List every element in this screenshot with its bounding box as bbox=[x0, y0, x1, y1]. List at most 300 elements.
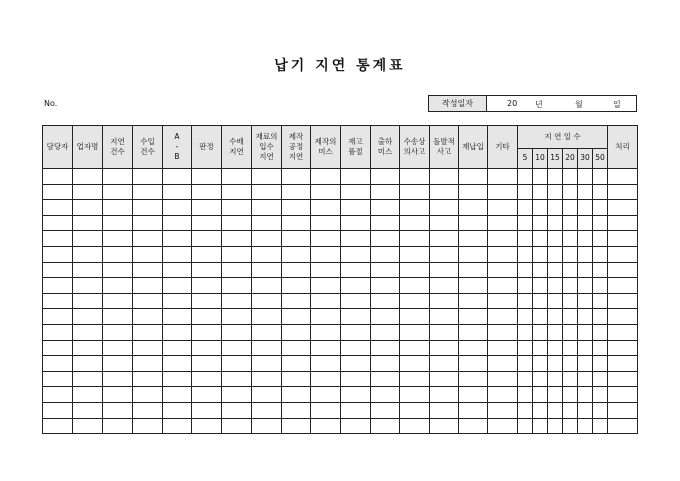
table-cell[interactable] bbox=[548, 356, 563, 372]
table-cell[interactable] bbox=[341, 246, 371, 262]
table-cell[interactable] bbox=[548, 293, 563, 309]
table-cell[interactable] bbox=[548, 231, 563, 247]
table-cell[interactable] bbox=[518, 324, 533, 340]
table-cell[interactable] bbox=[459, 231, 488, 247]
table-cell[interactable] bbox=[341, 418, 371, 434]
table-cell[interactable] bbox=[371, 169, 400, 185]
table-cell[interactable] bbox=[43, 340, 73, 356]
table-cell[interactable] bbox=[133, 387, 163, 403]
table-cell[interactable] bbox=[311, 246, 341, 262]
table-cell[interactable] bbox=[608, 309, 638, 325]
table-cell[interactable] bbox=[43, 200, 73, 216]
table-cell[interactable] bbox=[73, 231, 103, 247]
table-cell[interactable] bbox=[133, 184, 163, 200]
table-cell[interactable] bbox=[252, 402, 282, 418]
table-cell[interactable] bbox=[371, 293, 400, 309]
table-cell[interactable] bbox=[563, 356, 578, 372]
table-cell[interactable] bbox=[371, 231, 400, 247]
table-cell[interactable] bbox=[73, 309, 103, 325]
table-cell[interactable] bbox=[133, 356, 163, 372]
table-cell[interactable] bbox=[133, 309, 163, 325]
table-cell[interactable] bbox=[593, 340, 608, 356]
table-cell[interactable] bbox=[133, 418, 163, 434]
table-cell[interactable] bbox=[563, 371, 578, 387]
table-cell[interactable] bbox=[593, 200, 608, 216]
table-cell[interactable] bbox=[192, 262, 222, 278]
table-cell[interactable] bbox=[341, 402, 371, 418]
table-cell[interactable] bbox=[222, 184, 252, 200]
table-cell[interactable] bbox=[222, 340, 252, 356]
table-cell[interactable] bbox=[533, 200, 548, 216]
table-cell[interactable] bbox=[252, 356, 282, 372]
table-cell[interactable] bbox=[459, 309, 488, 325]
table-cell[interactable] bbox=[533, 356, 548, 372]
table-cell[interactable] bbox=[488, 356, 518, 372]
table-cell[interactable] bbox=[459, 262, 488, 278]
table-cell[interactable] bbox=[430, 309, 459, 325]
table-cell[interactable] bbox=[578, 231, 593, 247]
table-cell[interactable] bbox=[133, 231, 163, 247]
table-cell[interactable] bbox=[430, 262, 459, 278]
table-cell[interactable] bbox=[578, 387, 593, 403]
table-cell[interactable] bbox=[400, 402, 430, 418]
table-cell[interactable] bbox=[430, 402, 459, 418]
table-cell[interactable] bbox=[222, 293, 252, 309]
table-cell[interactable] bbox=[518, 356, 533, 372]
table-cell[interactable] bbox=[133, 262, 163, 278]
table-cell[interactable] bbox=[400, 309, 430, 325]
table-cell[interactable] bbox=[73, 371, 103, 387]
table-cell[interactable] bbox=[222, 169, 252, 185]
table-cell[interactable] bbox=[371, 278, 400, 294]
table-cell[interactable] bbox=[103, 278, 133, 294]
table-cell[interactable] bbox=[341, 215, 371, 231]
table-cell[interactable] bbox=[133, 169, 163, 185]
table-cell[interactable] bbox=[533, 340, 548, 356]
table-cell[interactable] bbox=[73, 278, 103, 294]
table-cell[interactable] bbox=[133, 215, 163, 231]
table-cell[interactable] bbox=[341, 356, 371, 372]
table-cell[interactable] bbox=[430, 356, 459, 372]
table-cell[interactable] bbox=[578, 200, 593, 216]
table-cell[interactable] bbox=[163, 340, 192, 356]
table-cell[interactable] bbox=[252, 231, 282, 247]
table-cell[interactable] bbox=[103, 418, 133, 434]
table-cell[interactable] bbox=[563, 215, 578, 231]
table-cell[interactable] bbox=[103, 324, 133, 340]
table-cell[interactable] bbox=[341, 278, 371, 294]
table-cell[interactable] bbox=[43, 387, 73, 403]
table-cell[interactable] bbox=[548, 262, 563, 278]
table-cell[interactable] bbox=[192, 215, 222, 231]
table-cell[interactable] bbox=[371, 324, 400, 340]
table-cell[interactable] bbox=[192, 324, 222, 340]
table-cell[interactable] bbox=[533, 278, 548, 294]
table-cell[interactable] bbox=[73, 246, 103, 262]
table-cell[interactable] bbox=[163, 309, 192, 325]
table-cell[interactable] bbox=[548, 309, 563, 325]
table-cell[interactable] bbox=[222, 309, 252, 325]
table-cell[interactable] bbox=[608, 387, 638, 403]
table-cell[interactable] bbox=[311, 340, 341, 356]
table-cell[interactable] bbox=[518, 246, 533, 262]
table-cell[interactable] bbox=[400, 231, 430, 247]
table-cell[interactable] bbox=[548, 418, 563, 434]
table-cell[interactable] bbox=[593, 231, 608, 247]
table-cell[interactable] bbox=[578, 356, 593, 372]
table-cell[interactable] bbox=[533, 215, 548, 231]
table-cell[interactable] bbox=[533, 371, 548, 387]
table-cell[interactable] bbox=[252, 371, 282, 387]
table-cell[interactable] bbox=[518, 184, 533, 200]
table-cell[interactable] bbox=[608, 184, 638, 200]
table-cell[interactable] bbox=[133, 340, 163, 356]
table-cell[interactable] bbox=[73, 215, 103, 231]
table-cell[interactable] bbox=[400, 262, 430, 278]
table-cell[interactable] bbox=[252, 309, 282, 325]
table-cell[interactable] bbox=[192, 340, 222, 356]
table-cell[interactable] bbox=[593, 418, 608, 434]
table-cell[interactable] bbox=[222, 246, 252, 262]
table-cell[interactable] bbox=[43, 231, 73, 247]
table-cell[interactable] bbox=[563, 278, 578, 294]
table-cell[interactable] bbox=[563, 340, 578, 356]
table-cell[interactable] bbox=[282, 169, 311, 185]
table-cell[interactable] bbox=[103, 371, 133, 387]
table-cell[interactable] bbox=[133, 371, 163, 387]
table-cell[interactable] bbox=[563, 200, 578, 216]
table-cell[interactable] bbox=[488, 215, 518, 231]
table-cell[interactable] bbox=[563, 418, 578, 434]
table-cell[interactable] bbox=[252, 262, 282, 278]
table-cell[interactable] bbox=[563, 402, 578, 418]
table-cell[interactable] bbox=[533, 246, 548, 262]
table-cell[interactable] bbox=[341, 324, 371, 340]
table-cell[interactable] bbox=[103, 215, 133, 231]
table-cell[interactable] bbox=[593, 278, 608, 294]
table-cell[interactable] bbox=[548, 402, 563, 418]
table-cell[interactable] bbox=[533, 402, 548, 418]
table-cell[interactable] bbox=[163, 200, 192, 216]
table-cell[interactable] bbox=[371, 356, 400, 372]
table-cell[interactable] bbox=[163, 324, 192, 340]
table-cell[interactable] bbox=[252, 278, 282, 294]
table-cell[interactable] bbox=[282, 340, 311, 356]
table-cell[interactable] bbox=[103, 387, 133, 403]
table-cell[interactable] bbox=[222, 278, 252, 294]
table-cell[interactable] bbox=[252, 200, 282, 216]
table-cell[interactable] bbox=[548, 278, 563, 294]
table-cell[interactable] bbox=[548, 340, 563, 356]
table-cell[interactable] bbox=[563, 387, 578, 403]
table-cell[interactable] bbox=[593, 356, 608, 372]
table-cell[interactable] bbox=[518, 200, 533, 216]
table-cell[interactable] bbox=[103, 402, 133, 418]
table-cell[interactable] bbox=[103, 293, 133, 309]
table-cell[interactable] bbox=[341, 231, 371, 247]
table-cell[interactable] bbox=[371, 262, 400, 278]
table-cell[interactable] bbox=[593, 246, 608, 262]
table-cell[interactable] bbox=[73, 324, 103, 340]
table-cell[interactable] bbox=[548, 324, 563, 340]
table-cell[interactable] bbox=[608, 169, 638, 185]
table-cell[interactable] bbox=[371, 184, 400, 200]
table-cell[interactable] bbox=[311, 324, 341, 340]
table-cell[interactable] bbox=[459, 418, 488, 434]
table-cell[interactable] bbox=[371, 200, 400, 216]
table-cell[interactable] bbox=[459, 215, 488, 231]
table-cell[interactable] bbox=[192, 387, 222, 403]
table-cell[interactable] bbox=[133, 402, 163, 418]
table-cell[interactable] bbox=[192, 402, 222, 418]
table-cell[interactable] bbox=[400, 246, 430, 262]
table-cell[interactable] bbox=[371, 340, 400, 356]
table-cell[interactable] bbox=[430, 215, 459, 231]
table-cell[interactable] bbox=[192, 246, 222, 262]
table-cell[interactable] bbox=[222, 371, 252, 387]
table-cell[interactable] bbox=[252, 324, 282, 340]
table-cell[interactable] bbox=[311, 293, 341, 309]
table-cell[interactable] bbox=[518, 309, 533, 325]
table-cell[interactable] bbox=[222, 418, 252, 434]
table-cell[interactable] bbox=[282, 215, 311, 231]
table-cell[interactable] bbox=[593, 262, 608, 278]
table-cell[interactable] bbox=[103, 262, 133, 278]
table-cell[interactable] bbox=[459, 324, 488, 340]
table-cell[interactable] bbox=[252, 340, 282, 356]
table-cell[interactable] bbox=[459, 278, 488, 294]
table-cell[interactable] bbox=[608, 278, 638, 294]
table-cell[interactable] bbox=[608, 215, 638, 231]
table-cell[interactable] bbox=[593, 309, 608, 325]
table-cell[interactable] bbox=[400, 340, 430, 356]
table-cell[interactable] bbox=[459, 340, 488, 356]
table-cell[interactable] bbox=[341, 340, 371, 356]
table-cell[interactable] bbox=[192, 278, 222, 294]
table-cell[interactable] bbox=[252, 184, 282, 200]
table-cell[interactable] bbox=[533, 262, 548, 278]
table-cell[interactable] bbox=[430, 231, 459, 247]
table-cell[interactable] bbox=[192, 293, 222, 309]
table-cell[interactable] bbox=[311, 402, 341, 418]
table-cell[interactable] bbox=[282, 262, 311, 278]
table-cell[interactable] bbox=[133, 293, 163, 309]
table-cell[interactable] bbox=[400, 184, 430, 200]
table-cell[interactable] bbox=[282, 231, 311, 247]
table-cell[interactable] bbox=[43, 278, 73, 294]
table-cell[interactable] bbox=[163, 402, 192, 418]
table-cell[interactable] bbox=[563, 309, 578, 325]
table-cell[interactable] bbox=[252, 246, 282, 262]
table-cell[interactable] bbox=[518, 231, 533, 247]
table-cell[interactable] bbox=[518, 340, 533, 356]
table-cell[interactable] bbox=[133, 278, 163, 294]
table-cell[interactable] bbox=[533, 324, 548, 340]
table-cell[interactable] bbox=[533, 293, 548, 309]
table-cell[interactable] bbox=[222, 324, 252, 340]
table-cell[interactable] bbox=[282, 356, 311, 372]
table-cell[interactable] bbox=[533, 231, 548, 247]
table-cell[interactable] bbox=[282, 387, 311, 403]
table-cell[interactable] bbox=[593, 169, 608, 185]
table-cell[interactable] bbox=[133, 200, 163, 216]
table-cell[interactable] bbox=[563, 169, 578, 185]
date-field[interactable] bbox=[487, 96, 636, 111]
table-cell[interactable] bbox=[282, 293, 311, 309]
table-cell[interactable] bbox=[518, 387, 533, 403]
table-cell[interactable] bbox=[311, 371, 341, 387]
table-cell[interactable] bbox=[400, 200, 430, 216]
table-cell[interactable] bbox=[488, 293, 518, 309]
table-cell[interactable] bbox=[163, 387, 192, 403]
table-cell[interactable] bbox=[459, 169, 488, 185]
table-cell[interactable] bbox=[459, 200, 488, 216]
table-cell[interactable] bbox=[103, 169, 133, 185]
table-cell[interactable] bbox=[578, 402, 593, 418]
table-cell[interactable] bbox=[593, 402, 608, 418]
table-cell[interactable] bbox=[578, 340, 593, 356]
table-cell[interactable] bbox=[192, 200, 222, 216]
table-cell[interactable] bbox=[163, 184, 192, 200]
table-cell[interactable] bbox=[488, 278, 518, 294]
table-cell[interactable] bbox=[430, 184, 459, 200]
table-cell[interactable] bbox=[488, 200, 518, 216]
table-cell[interactable] bbox=[163, 231, 192, 247]
table-cell[interactable] bbox=[488, 324, 518, 340]
table-cell[interactable] bbox=[371, 418, 400, 434]
table-cell[interactable] bbox=[311, 418, 341, 434]
table-cell[interactable] bbox=[282, 184, 311, 200]
table-cell[interactable] bbox=[73, 387, 103, 403]
table-cell[interactable] bbox=[311, 215, 341, 231]
table-cell[interactable] bbox=[548, 371, 563, 387]
table-cell[interactable] bbox=[311, 200, 341, 216]
table-cell[interactable] bbox=[341, 200, 371, 216]
table-cell[interactable] bbox=[133, 246, 163, 262]
table-cell[interactable] bbox=[578, 324, 593, 340]
table-cell[interactable] bbox=[459, 356, 488, 372]
table-cell[interactable] bbox=[400, 356, 430, 372]
table-cell[interactable] bbox=[488, 246, 518, 262]
table-cell[interactable] bbox=[43, 418, 73, 434]
table-cell[interactable] bbox=[578, 418, 593, 434]
table-cell[interactable] bbox=[518, 371, 533, 387]
table-cell[interactable] bbox=[593, 324, 608, 340]
table-cell[interactable] bbox=[282, 371, 311, 387]
table-cell[interactable] bbox=[73, 169, 103, 185]
table-cell[interactable] bbox=[163, 215, 192, 231]
table-cell[interactable] bbox=[192, 184, 222, 200]
table-cell[interactable] bbox=[282, 418, 311, 434]
table-cell[interactable] bbox=[578, 215, 593, 231]
table-cell[interactable] bbox=[163, 418, 192, 434]
table-cell[interactable] bbox=[533, 387, 548, 403]
table-cell[interactable] bbox=[43, 371, 73, 387]
table-cell[interactable] bbox=[43, 309, 73, 325]
table-cell[interactable] bbox=[488, 309, 518, 325]
table-cell[interactable] bbox=[311, 262, 341, 278]
table-cell[interactable] bbox=[222, 200, 252, 216]
table-cell[interactable] bbox=[608, 246, 638, 262]
table-cell[interactable] bbox=[518, 215, 533, 231]
table-cell[interactable] bbox=[222, 387, 252, 403]
table-cell[interactable] bbox=[563, 246, 578, 262]
table-cell[interactable] bbox=[578, 371, 593, 387]
table-cell[interactable] bbox=[518, 293, 533, 309]
table-cell[interactable] bbox=[103, 356, 133, 372]
table-cell[interactable] bbox=[430, 278, 459, 294]
table-cell[interactable] bbox=[43, 184, 73, 200]
table-cell[interactable] bbox=[548, 200, 563, 216]
table-cell[interactable] bbox=[192, 356, 222, 372]
table-cell[interactable] bbox=[488, 371, 518, 387]
table-cell[interactable] bbox=[578, 278, 593, 294]
table-cell[interactable] bbox=[593, 371, 608, 387]
table-cell[interactable] bbox=[73, 356, 103, 372]
table-cell[interactable] bbox=[282, 324, 311, 340]
table-cell[interactable] bbox=[459, 387, 488, 403]
table-cell[interactable] bbox=[43, 293, 73, 309]
table-cell[interactable] bbox=[608, 418, 638, 434]
table-cell[interactable] bbox=[578, 309, 593, 325]
table-cell[interactable] bbox=[400, 215, 430, 231]
table-cell[interactable] bbox=[73, 402, 103, 418]
table-cell[interactable] bbox=[459, 293, 488, 309]
table-cell[interactable] bbox=[163, 262, 192, 278]
table-cell[interactable] bbox=[282, 278, 311, 294]
table-cell[interactable] bbox=[163, 356, 192, 372]
table-cell[interactable] bbox=[518, 169, 533, 185]
table-cell[interactable] bbox=[578, 293, 593, 309]
table-cell[interactable] bbox=[608, 340, 638, 356]
table-cell[interactable] bbox=[103, 200, 133, 216]
table-cell[interactable] bbox=[430, 293, 459, 309]
table-cell[interactable] bbox=[400, 371, 430, 387]
table-cell[interactable] bbox=[311, 231, 341, 247]
table-cell[interactable] bbox=[563, 231, 578, 247]
table-cell[interactable] bbox=[282, 309, 311, 325]
table-cell[interactable] bbox=[608, 324, 638, 340]
table-cell[interactable] bbox=[103, 246, 133, 262]
table-cell[interactable] bbox=[73, 293, 103, 309]
table-cell[interactable] bbox=[608, 402, 638, 418]
table-cell[interactable] bbox=[43, 262, 73, 278]
table-cell[interactable] bbox=[163, 371, 192, 387]
table-cell[interactable] bbox=[311, 356, 341, 372]
table-cell[interactable] bbox=[341, 169, 371, 185]
table-cell[interactable] bbox=[578, 262, 593, 278]
table-cell[interactable] bbox=[163, 293, 192, 309]
table-cell[interactable] bbox=[608, 262, 638, 278]
table-cell[interactable] bbox=[252, 169, 282, 185]
table-cell[interactable] bbox=[488, 231, 518, 247]
table-cell[interactable] bbox=[341, 184, 371, 200]
table-cell[interactable] bbox=[341, 309, 371, 325]
table-cell[interactable] bbox=[341, 293, 371, 309]
table-cell[interactable] bbox=[563, 293, 578, 309]
table-cell[interactable] bbox=[488, 402, 518, 418]
table-cell[interactable] bbox=[311, 309, 341, 325]
table-cell[interactable] bbox=[252, 293, 282, 309]
table-cell[interactable] bbox=[252, 387, 282, 403]
table-cell[interactable] bbox=[459, 402, 488, 418]
table-cell[interactable] bbox=[459, 246, 488, 262]
table-cell[interactable] bbox=[371, 309, 400, 325]
table-cell[interactable] bbox=[192, 169, 222, 185]
table-cell[interactable] bbox=[311, 278, 341, 294]
table-cell[interactable] bbox=[192, 309, 222, 325]
table-cell[interactable] bbox=[43, 324, 73, 340]
